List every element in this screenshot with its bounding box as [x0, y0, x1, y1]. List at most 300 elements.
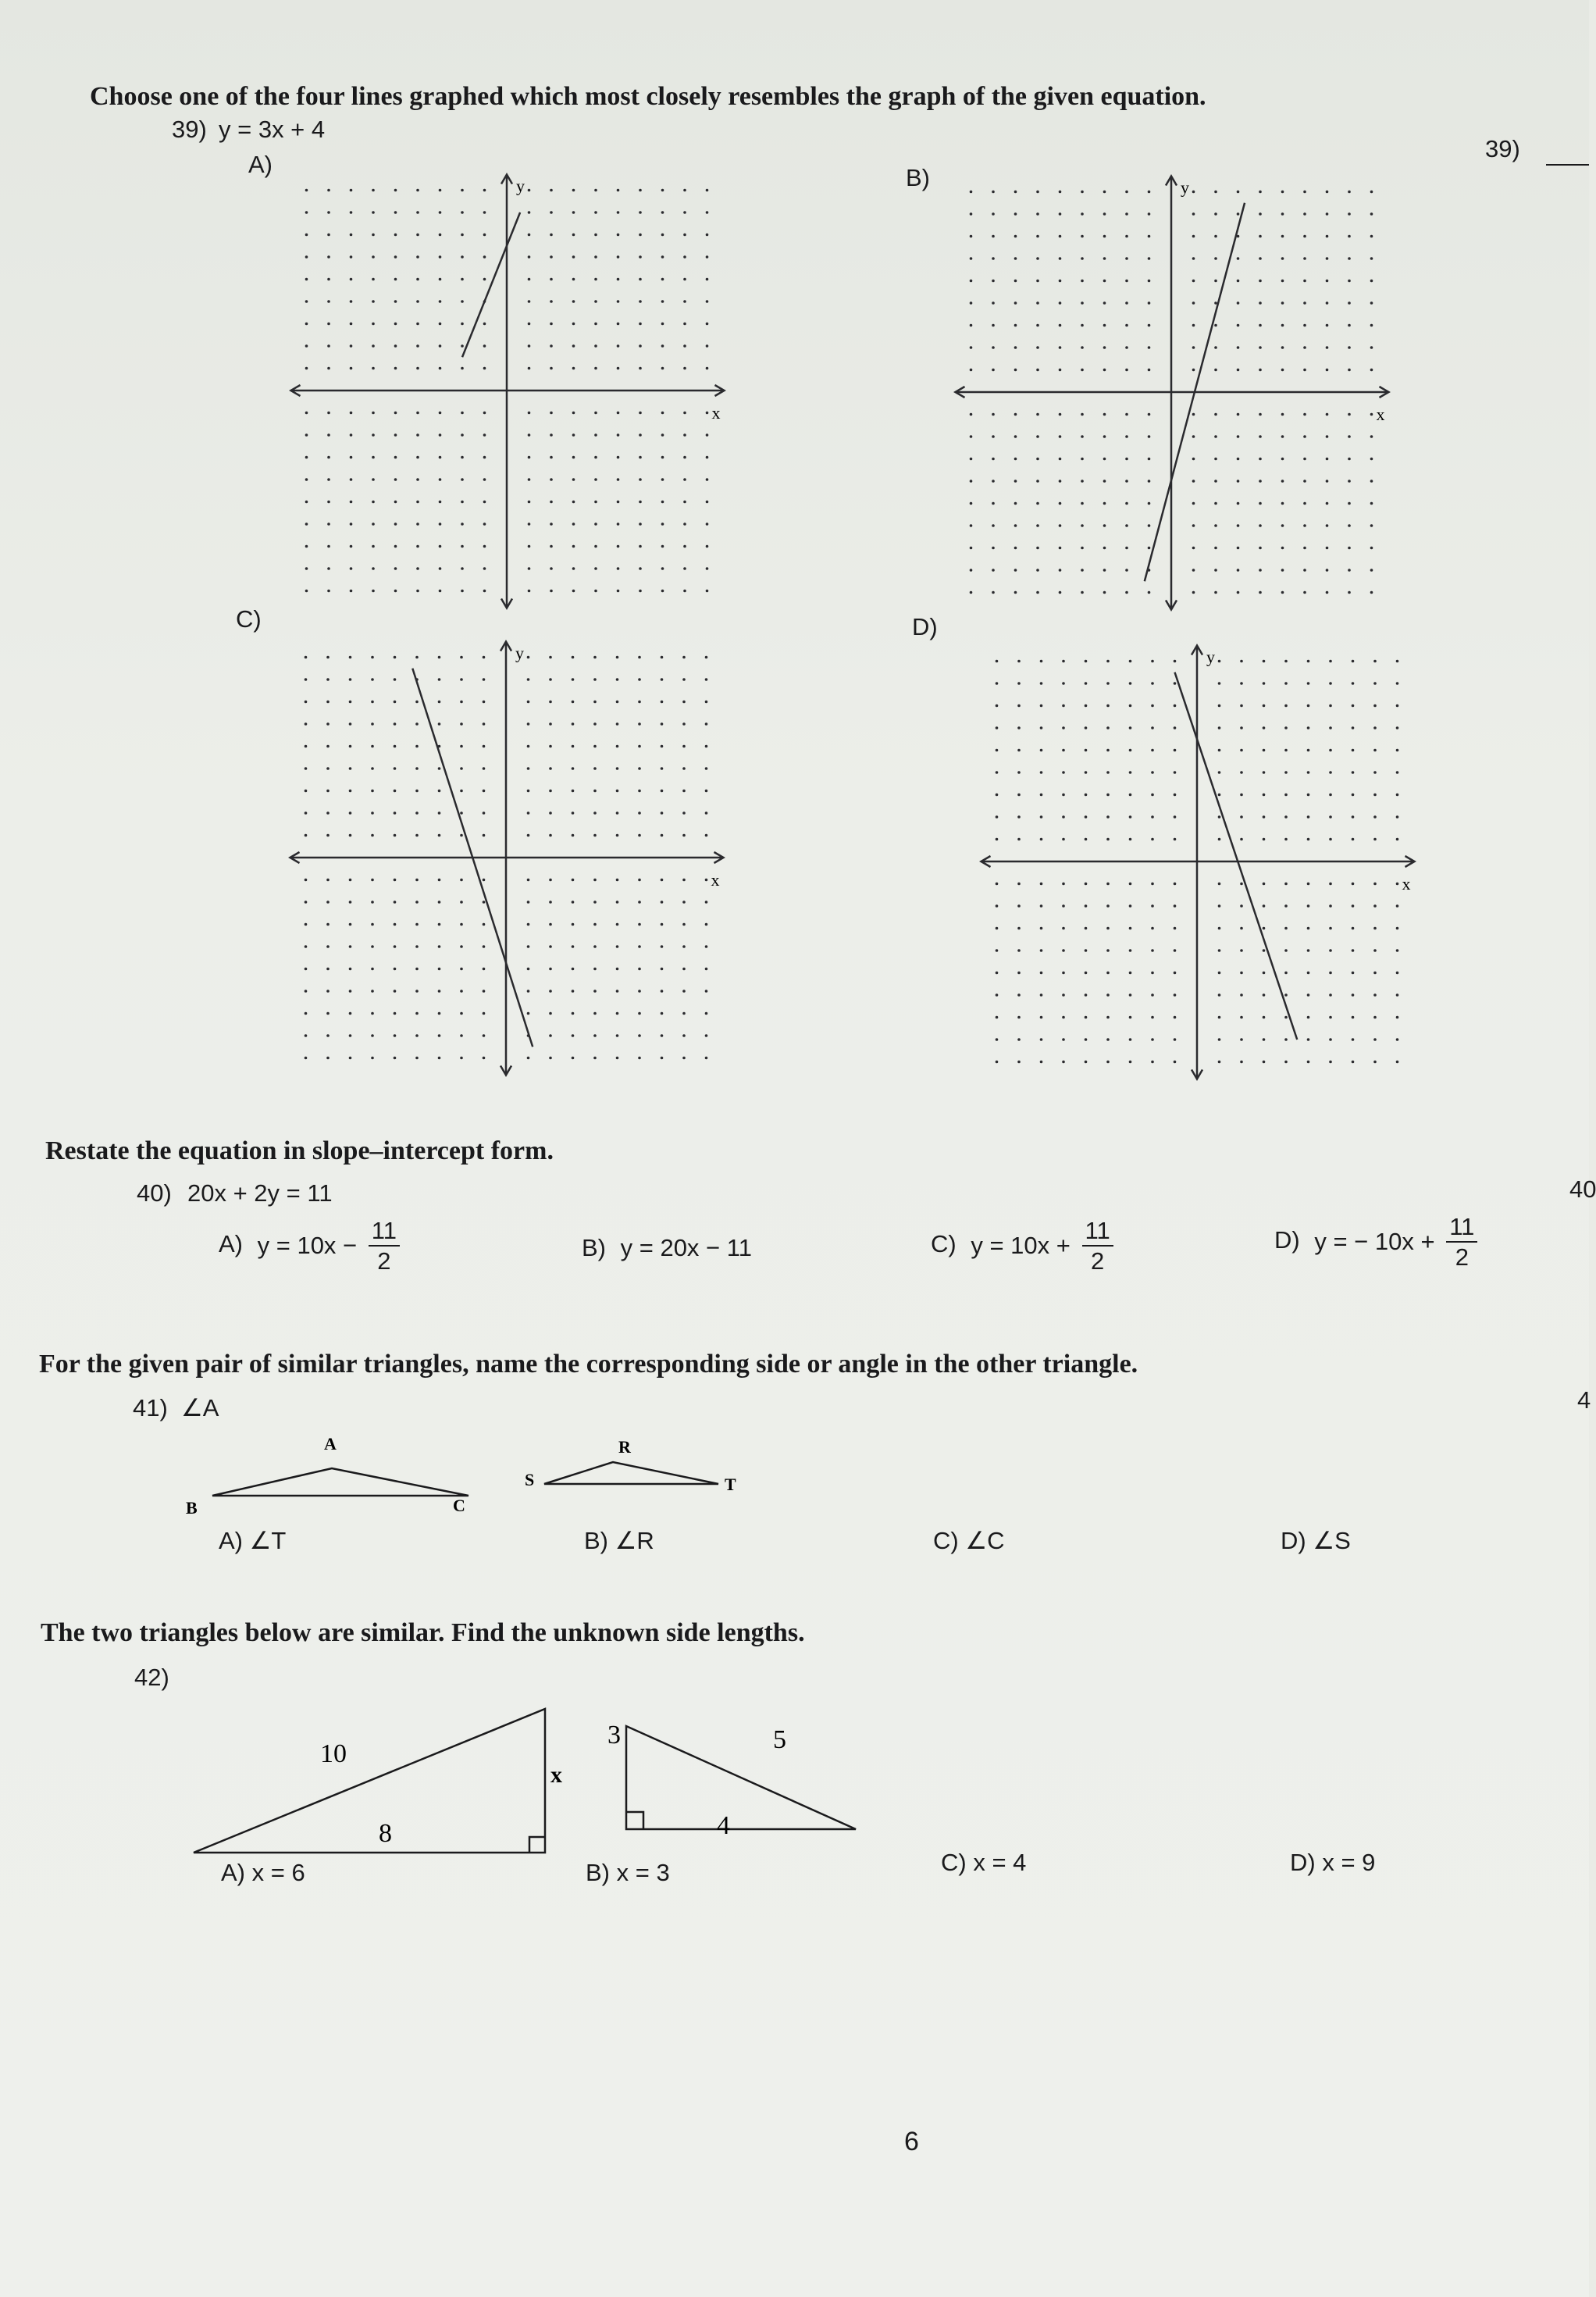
grid-dot: [1370, 191, 1373, 194]
grid-dot: [1218, 1016, 1221, 1019]
grid-dot: [661, 767, 664, 770]
grid-dot: [1059, 480, 1062, 483]
grid-dot: [438, 990, 441, 993]
grid-dot: [593, 1057, 597, 1060]
grid-dot: [1125, 413, 1128, 416]
grid-dot: [1214, 369, 1217, 372]
grid-dot: [1036, 257, 1039, 260]
grid-dot: [661, 834, 664, 837]
grid-dot: [439, 501, 442, 504]
grid-dot: [483, 745, 486, 748]
grid-dot: [1151, 660, 1154, 663]
grid-dot: [1281, 301, 1284, 305]
grid-dot: [460, 767, 463, 770]
grid-dot: [1125, 301, 1128, 305]
grid-dot: [706, 412, 709, 415]
grid-dot: [371, 901, 374, 904]
grid-dot: [996, 749, 999, 752]
grid-dot: [572, 545, 575, 548]
grid-dot: [1085, 993, 1088, 997]
grid-dot: [483, 523, 486, 526]
grid-dot: [1218, 993, 1221, 997]
grid-dot: [327, 255, 330, 259]
grid-dot: [305, 656, 308, 659]
section39-heading: Choose one of the four lines graphed which most closely resembles the graph of the given equation.: [90, 82, 1206, 111]
grid-dot: [349, 656, 352, 659]
grid-dot: [1192, 480, 1195, 483]
grid-dot: [416, 323, 419, 326]
grid-dot: [1281, 280, 1284, 283]
grid-dot: [1081, 324, 1084, 327]
grid-dot: [1036, 235, 1039, 238]
grid-dot: [1062, 1061, 1065, 1064]
grid-dot: [549, 879, 552, 882]
grid-dot: [638, 834, 641, 837]
grid-dot: [327, 367, 330, 370]
grid-dot: [460, 722, 463, 726]
grid-dot: [1106, 1061, 1110, 1064]
grid-dot: [1284, 993, 1288, 997]
grid-dot: [1014, 346, 1017, 349]
grid-dot: [970, 280, 973, 283]
grid-dot: [1303, 569, 1306, 572]
grid-dot: [1106, 993, 1110, 997]
grid-dot: [639, 255, 642, 259]
grid-dot: [1174, 838, 1177, 841]
grid-dot: [572, 879, 575, 882]
grid-dot: [1062, 904, 1065, 908]
choice-label: D): [1290, 1849, 1316, 1876]
grid-dot: [372, 545, 375, 548]
grid-dot: [483, 811, 486, 815]
grid-dot: [572, 990, 575, 993]
grid-dot: [1237, 569, 1240, 572]
grid-dot: [1085, 704, 1088, 708]
grid-dot: [1329, 1061, 1332, 1064]
grid-dot: [1240, 1038, 1243, 1041]
grid-dot: [371, 879, 374, 882]
grid-dot: [1370, 212, 1373, 216]
grid-dot: [1303, 502, 1306, 505]
grid-dot: [549, 945, 552, 948]
grid-dot: [371, 656, 374, 659]
grid-dot: [350, 590, 353, 593]
grid-dot: [1307, 883, 1310, 886]
grid-dot: [1085, 1038, 1088, 1041]
grid-dot: [1263, 927, 1266, 930]
grid-dot: [528, 234, 531, 237]
grid-dot: [527, 990, 530, 993]
grid-dot: [1373, 704, 1377, 708]
grid-dot: [438, 945, 441, 948]
grid-dot: [1174, 749, 1177, 752]
grid-dot: [528, 412, 531, 415]
grid-dot: [1014, 191, 1017, 194]
grid-dot: [305, 412, 308, 415]
grid-dot: [706, 255, 709, 259]
grid-dot: [1352, 993, 1355, 997]
grid-dot: [682, 834, 686, 837]
grid-dot: [549, 745, 552, 748]
grid-dot: [439, 278, 442, 281]
grid-dot: [1307, 704, 1310, 708]
grid-dot: [1129, 815, 1132, 819]
grid-dot: [350, 278, 353, 281]
q40-choice-B[interactable]: [582, 1234, 752, 1262]
grid-dot: [416, 456, 419, 459]
grid-dot: [1103, 435, 1106, 438]
grid-dot: [394, 278, 397, 281]
q39-answer-blank[interactable]: [1546, 164, 1589, 166]
q41-choice-A[interactable]: [219, 1527, 286, 1555]
grid-dot: [527, 701, 530, 704]
grid-dot: [1103, 324, 1106, 327]
grid-dot: [1370, 502, 1373, 505]
grid-dot: [1174, 1038, 1177, 1041]
grid-dot: [1103, 547, 1106, 550]
grid-dot: [549, 923, 552, 926]
grid-dot: [705, 656, 708, 659]
grid-dot: [1014, 547, 1017, 550]
grid-dot: [460, 834, 463, 837]
grid-dot: [1036, 524, 1039, 527]
grid-dot: [483, 323, 486, 326]
choice-label: B): [582, 1234, 606, 1261]
grid-dot: [528, 456, 531, 459]
grid-dot: [616, 701, 619, 704]
grid-dot: [594, 412, 597, 415]
grid-dot: [1148, 524, 1151, 527]
q40-choice-C[interactable]: [931, 1218, 1113, 1273]
grid-dot: [415, 656, 419, 659]
grid-dot: [593, 790, 597, 793]
grid-dot: [327, 545, 330, 548]
grid-dot: [1307, 904, 1310, 908]
grid-dot: [438, 923, 441, 926]
grid-dot: [572, 834, 575, 837]
grid-dot: [1192, 280, 1195, 283]
grid-dot: [1348, 235, 1351, 238]
grid-dot: [349, 834, 352, 837]
grid-dot: [594, 478, 597, 481]
grid-dot: [1174, 972, 1177, 975]
grid-dot: [1370, 235, 1373, 238]
grid-dot: [305, 811, 308, 815]
grid-dot: [970, 257, 973, 260]
grid-dot: [1373, 771, 1377, 774]
grid-dot: [1218, 660, 1221, 663]
grid-dot: [1151, 682, 1154, 685]
grid-dot: [1370, 591, 1373, 594]
q42-choice-B[interactable]: [586, 1859, 670, 1887]
grid-dot: [305, 790, 308, 793]
grid-dot: [438, 1012, 441, 1015]
grid-dot: [1040, 704, 1043, 708]
grid-dot: [1259, 324, 1262, 327]
grid-dot: [305, 234, 308, 237]
grid-dot: [683, 545, 686, 548]
grid-dot: [1014, 435, 1017, 438]
grid-dot: [416, 433, 419, 437]
grid-dot: [682, 1034, 686, 1037]
grid-dot: [1040, 660, 1043, 663]
grid-dot: [1036, 191, 1039, 194]
grid-dot: [438, 701, 441, 704]
q42-choice-D[interactable]: [1290, 1849, 1375, 1877]
grid-dot: [349, 1057, 352, 1060]
grid-dot: [461, 189, 464, 192]
grid-dot: [1062, 838, 1065, 841]
grid-dot: [415, 990, 419, 993]
grid-dot: [1192, 191, 1195, 194]
grid-dot: [1040, 927, 1043, 930]
q40-choice-A[interactable]: [219, 1218, 400, 1273]
grid-dot: [639, 478, 642, 481]
grid-dot: [350, 211, 353, 214]
grid-dot: [970, 369, 973, 372]
grid-dot: [439, 412, 442, 415]
grid-dot: [1106, 904, 1110, 908]
grid-dot: [1062, 1016, 1065, 1019]
grid-dot: [439, 590, 442, 593]
grid-dot: [970, 191, 973, 194]
grid-dot: [683, 523, 686, 526]
grid-dot: [706, 278, 709, 281]
grid-dot: [326, 945, 330, 948]
grid-dot: [483, 678, 486, 681]
grid-dot: [1326, 480, 1329, 483]
grid-dot: [1059, 569, 1062, 572]
grid-dot: [372, 278, 375, 281]
grid-dot: [572, 811, 575, 815]
grid-dot: [705, 722, 708, 726]
grid-dot: [305, 567, 308, 570]
grid-dot: [416, 367, 419, 370]
grid-dot: [617, 211, 620, 214]
grid-dot: [528, 523, 531, 526]
grid-dot: [572, 433, 575, 437]
grid-dot: [593, 767, 597, 770]
grid-dot: [371, 834, 374, 837]
grid-dot: [1370, 369, 1373, 372]
grid-dot: [1218, 1038, 1221, 1041]
grid-dot: [1263, 815, 1266, 819]
grid-dot: [1370, 435, 1373, 438]
x-axis-label: x: [711, 870, 720, 890]
vertex-A-label: A: [324, 1434, 337, 1453]
graph-B-label: B): [906, 164, 930, 191]
grid-dot: [1214, 280, 1217, 283]
grid-dot: [706, 367, 709, 370]
grid-dot: [1259, 212, 1262, 216]
q41-choice-D[interactable]: [1281, 1527, 1351, 1555]
grid-dot: [305, 990, 308, 993]
grid-dot: [438, 656, 441, 659]
grid-dot: [1329, 794, 1332, 797]
grid-dot: [1148, 346, 1151, 349]
grid-dot: [1281, 257, 1284, 260]
grid-dot: [1281, 346, 1284, 349]
grid-dot: [1103, 524, 1106, 527]
numerator: 11: [1446, 1214, 1477, 1243]
grid-dot: [1036, 280, 1039, 283]
grid-dot: [394, 478, 397, 481]
grid-dot: [1014, 369, 1017, 372]
right-angle-mark: [529, 1837, 545, 1853]
graph-B: [945, 177, 1409, 605]
grid-dot: [1062, 682, 1065, 685]
grid-dot: [1281, 235, 1284, 238]
grid-dot: [1059, 191, 1062, 194]
grid-dot: [549, 767, 552, 770]
grid-dot: [1103, 458, 1106, 461]
grid-dot: [1085, 1061, 1088, 1064]
grid-dot: [1284, 927, 1288, 930]
grid-dot: [1085, 1016, 1088, 1019]
grid-dot: [1085, 794, 1088, 797]
grid-dot: [1348, 524, 1351, 527]
grid-dot: [1326, 524, 1329, 527]
grid-dot: [1284, 704, 1288, 708]
q42-choice-A[interactable]: [221, 1859, 305, 1887]
grid-dot: [371, 990, 374, 993]
grid-dot: [1329, 682, 1332, 685]
grid-dot: [305, 278, 308, 281]
grid-dot: [661, 478, 664, 481]
grid-dot: [1370, 480, 1373, 483]
grid-dot: [992, 212, 995, 216]
grid-dot: [639, 278, 642, 281]
grid-dot: [1129, 771, 1132, 774]
grid-dot: [326, 790, 330, 793]
grid-dot: [350, 412, 353, 415]
q41-choice-C[interactable]: [933, 1527, 1005, 1555]
grid-dot: [1263, 1061, 1266, 1064]
grid-dot: [996, 1016, 999, 1019]
grid-dot: [706, 545, 709, 548]
grid-dot: [305, 344, 308, 348]
grid-dot: [1036, 458, 1039, 461]
grid-dot: [1303, 480, 1306, 483]
choice-text: x = 9: [1322, 1849, 1376, 1876]
q42-choice-C[interactable]: [941, 1849, 1026, 1877]
grid-dot: [327, 567, 330, 570]
grid-dot: [1352, 660, 1355, 663]
grid-dot: [1014, 524, 1017, 527]
grid-dot: [1040, 972, 1043, 975]
grid-dot: [1352, 972, 1355, 975]
grid-dot: [1326, 235, 1329, 238]
grid-dot: [682, 656, 686, 659]
grid-dot: [616, 811, 619, 815]
grid-dot: [1148, 413, 1151, 416]
grid-dot: [661, 189, 664, 192]
grid-dot: [705, 945, 708, 948]
grid-dot: [572, 590, 575, 593]
grid-dot: [371, 1034, 374, 1037]
grid-dot: [617, 278, 620, 281]
grid-dot: [1214, 547, 1217, 550]
grid-dot: [1237, 524, 1240, 527]
large-side-label: x: [550, 1762, 562, 1788]
grid-dot: [394, 590, 397, 593]
q39-number: 39): [172, 116, 207, 143]
grid-dot: [1125, 257, 1128, 260]
grid-dot: [1303, 547, 1306, 550]
grid-dot: [483, 767, 486, 770]
q41-number: 41): [133, 1394, 168, 1421]
grid-dot: [305, 478, 308, 481]
grid-dot: [1040, 794, 1043, 797]
grid-dot: [638, 901, 641, 904]
grid-dot: [683, 501, 686, 504]
graph-A: [281, 176, 746, 601]
grid-dot: [683, 300, 686, 303]
grid-dot: [326, 811, 330, 815]
grid-dot: [1329, 927, 1332, 930]
grid-dot: [1106, 1016, 1110, 1019]
grid-dot: [1307, 726, 1310, 729]
grid-dot: [1106, 838, 1110, 841]
grid-dot: [706, 501, 709, 504]
grid-dot: [439, 189, 442, 192]
grid-dot: [327, 523, 330, 526]
grid-dot: [1085, 972, 1088, 975]
x-axis-label: x: [711, 403, 721, 423]
grid-dot: [460, 678, 463, 681]
grid-dot: [1040, 682, 1043, 685]
grid-dot: [528, 323, 531, 326]
grid-dot: [327, 456, 330, 459]
q42-triangles: [180, 1703, 867, 1859]
grid-dot: [1081, 346, 1084, 349]
q41-answer-label: 4: [1577, 1386, 1591, 1414]
grid-dot: [706, 523, 709, 526]
grid-dot: [1151, 749, 1154, 752]
grid-dot: [1148, 435, 1151, 438]
grid-dot: [1303, 191, 1306, 194]
grid-dot: [1106, 704, 1110, 708]
grid-dot: [1259, 235, 1262, 238]
grid-dot: [639, 189, 642, 192]
q40-choice-D[interactable]: [1274, 1214, 1477, 1269]
grid-dot: [527, 745, 530, 748]
grid-dot: [616, 879, 619, 882]
grid-dot: [1263, 1016, 1266, 1019]
grid-dot: [572, 678, 575, 681]
grid-dot: [394, 745, 397, 748]
q41-choice-B[interactable]: [584, 1527, 654, 1555]
grid-dot: [1329, 1016, 1332, 1019]
grid-dot: [1192, 435, 1195, 438]
grid-dot: [1370, 458, 1373, 461]
grid-dot: [572, 656, 575, 659]
grid-dot: [1329, 704, 1332, 708]
grid-dot: [527, 722, 530, 726]
grid-dot: [593, 901, 597, 904]
grid-dot: [705, 1057, 708, 1060]
grid-dot: [996, 1038, 999, 1041]
grid-dot: [638, 678, 641, 681]
grid-dot: [1259, 369, 1262, 372]
grid-dot: [682, 1012, 686, 1015]
section40-heading: Restate the equation in slope–intercept form.: [45, 1136, 554, 1165]
grid-dot: [638, 1034, 641, 1037]
grid-dot: [1040, 904, 1043, 908]
grid-dot: [1240, 993, 1243, 997]
grid-dot: [996, 682, 999, 685]
grid-dot: [460, 968, 463, 971]
